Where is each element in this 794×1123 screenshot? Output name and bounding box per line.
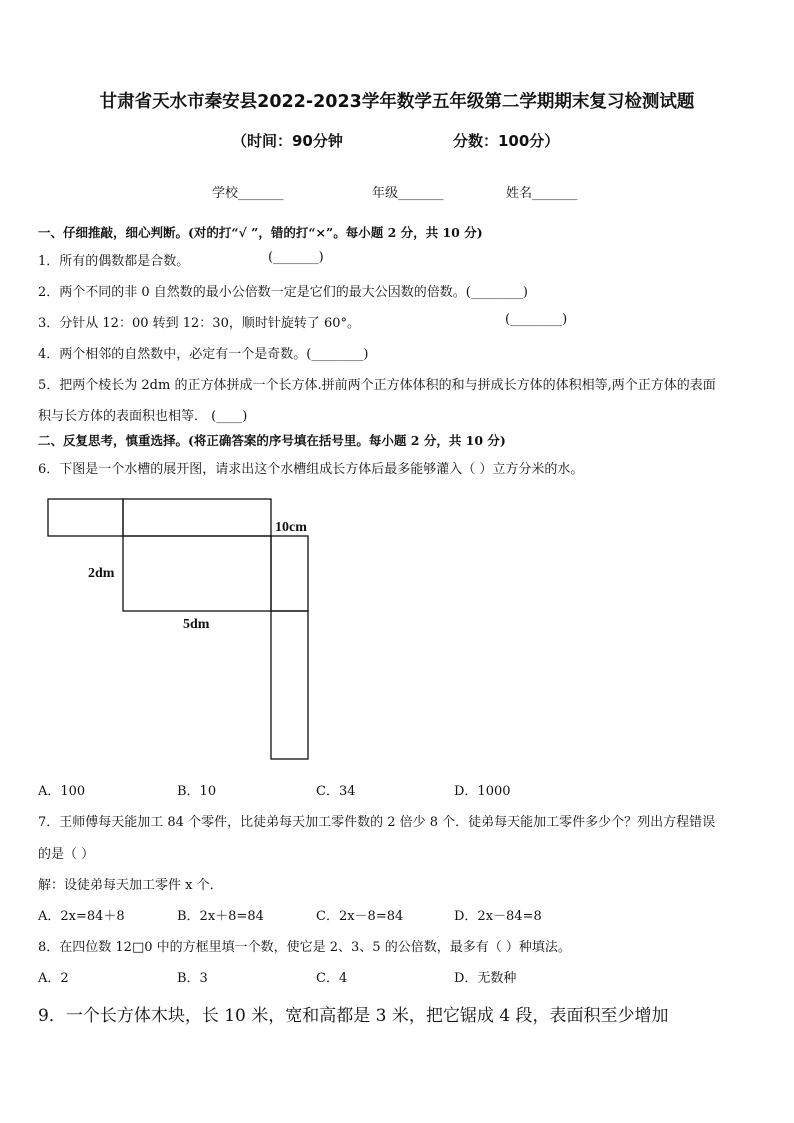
- question-1: 1．所有的偶数都是合数。: [38, 254, 190, 269]
- net-face-top-left: [48, 499, 123, 536]
- label-2dm: 2dm: [88, 566, 115, 581]
- q6-option-c: C．34: [316, 784, 356, 799]
- q7-option-a: A．2x=84＋8: [38, 909, 125, 924]
- page-title: 甘肃省天水市秦安县2022-2023学年数学五年级第二学期期末复习检测试题: [99, 92, 695, 112]
- label-5dm: 5dm: [183, 617, 210, 632]
- q7-option-d: D．2x－84=8: [454, 909, 542, 924]
- name-field: 姓名_______: [506, 186, 578, 201]
- net-face-bottom: [123, 536, 271, 611]
- question-7-line-2: 的是（ ）: [38, 847, 95, 862]
- q8-option-b: B．3: [177, 971, 208, 986]
- q6-option-a: A．100: [38, 784, 86, 799]
- q8-option-d: D．无数种: [454, 971, 517, 986]
- net-face-top-right: [123, 499, 271, 536]
- question-2: 2．两个不同的非 0 自然数的最小公倍数一定是它们的最大公因数的倍数。(________): [38, 285, 528, 300]
- exam-score: 分数：100分）: [453, 132, 560, 150]
- question-9: 9．一个长方体木块，长 10 米，宽和高都是 3 米，把它锯成 4 段，表面积至少增加: [38, 1006, 669, 1026]
- q8-option-a: A．2: [38, 971, 69, 986]
- section-2-heading: 二、反复思考，慎重选择。(将正确答案的序号填在括号里。每小题 2 分，共 10 分): [38, 433, 506, 448]
- school-field: 学校_______: [212, 186, 284, 201]
- q7-option-c: C．2x－8=84: [316, 909, 404, 924]
- question-1-blank: (_______): [268, 250, 324, 265]
- q7-option-b: B．2x＋8=84: [177, 909, 264, 924]
- question-7-line-1: 7．王师傅每天能加工 84 个零件，比徒弟每天加工零件数的 2 倍少 8 个．徒弟每天能加工零件多少个？列出方程错误: [38, 815, 716, 830]
- q6-option-b: B．10: [177, 784, 217, 799]
- question-3: 3．分针从 12：00 转到 12：30，顺时针旋转了 60°。: [38, 316, 361, 331]
- question-6: 6．下图是一个水槽的展开图，请求出这个水槽组成长方体后最多能够灌入（ ）立方分米的水。: [38, 462, 584, 477]
- section-1-heading: 一、仔细推敲，细心判断。(对的打“√ ”，错的打“×”。每小题 2 分，共 10 分): [38, 225, 483, 240]
- question-4: 4．两个相邻的自然数中，必定有一个是奇数。(________): [38, 347, 369, 362]
- question-3-blank: (________): [505, 312, 568, 327]
- label-10cm: 10cm: [275, 520, 307, 535]
- net-face-side: [271, 536, 308, 611]
- exam-time: （时间：90分钟: [232, 132, 343, 150]
- question-8: 8．在四位数 12□0 中的方框里填一个数，使它是 2、3、5 的公倍数，最多有（ ）种填法。: [38, 940, 571, 955]
- q6-option-d: D．1000: [454, 784, 511, 799]
- question-5-line-1: 5．把两个棱长为 2dm 的正方体拼成一个长方体.拼前两个正方体体积的和与拼成长方体的体积相等,两个正方体的表面: [38, 378, 716, 393]
- q8-option-c: C．4: [316, 971, 348, 986]
- grade-field: 年级_______: [372, 186, 444, 201]
- question-7-solution: 解：设徒弟每天加工零件 x 个．: [38, 878, 223, 893]
- net-face-front: [271, 611, 308, 759]
- question-5-line-2: 积与长方体的表面积也相等． (____): [38, 409, 248, 424]
